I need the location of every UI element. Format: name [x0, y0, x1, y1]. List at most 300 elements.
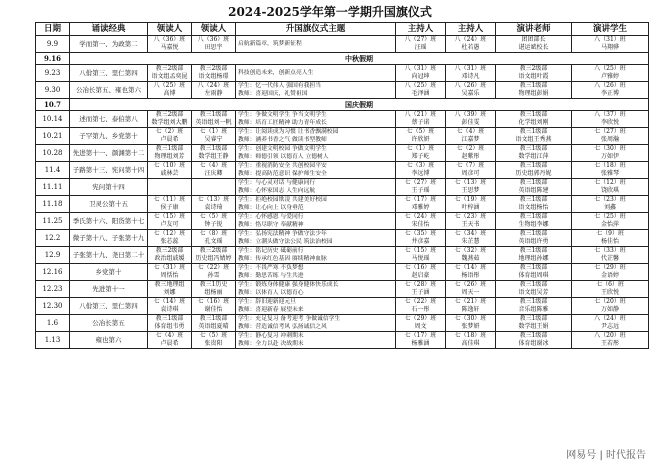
row-teacher-line: 教三1级部: [519, 82, 548, 89]
header-row: [36, 23, 649, 36]
row-classic: 公冶长第五: [70, 315, 148, 332]
row-reader-2: [192, 196, 236, 213]
row-teacher: [496, 162, 572, 179]
row-student: [572, 196, 649, 213]
row-teacher-line: 教三1级部: [519, 281, 548, 288]
row-reader-2-line: 七（8）班: [199, 230, 228, 237]
row-student: [572, 247, 649, 264]
row-date: 12.30: [36, 298, 70, 315]
row-teacher-line: 数学组江萍: [518, 153, 549, 160]
row-classic: 子路第十三、宪问第十四: [70, 162, 148, 179]
row-theme-line: 学生：弘扬宪法精神 争做守法少年: [238, 231, 327, 237]
row-theme-line: 学生：辞旧迎新迎元旦: [238, 299, 296, 305]
header-host-2: 主持人: [446, 23, 496, 36]
row-host-1-line: 七（29）班: [404, 315, 437, 322]
row-reader-2: [192, 264, 236, 281]
row-host-2-line: 杜若愚: [461, 44, 480, 51]
schedule-table: [35, 22, 649, 349]
row-theme-line: 学生：忆一代伟人 强国有我担当: [238, 83, 321, 89]
row-host-2-line: 陈逸轩: [461, 306, 480, 313]
row-host-2-line: 吴嘉乐: [461, 90, 480, 97]
row-teacher: [496, 111, 572, 128]
row-reader-2-line: 袁诗琦: [204, 204, 223, 211]
row-host-1-line: 八（25）班: [404, 82, 437, 89]
row-classic: 八佾第三、里仁第四: [70, 65, 148, 82]
row-reader-2-line: 谢佳怡: [204, 306, 223, 313]
row-host-1-line: 七（15）班: [404, 247, 437, 254]
row-theme-line: 教师：师德引领 以德育人 立德树人: [238, 154, 329, 160]
row-host-1-line: 杨雅涵: [411, 340, 430, 347]
row-teacher-line: 教三1级部: [519, 128, 548, 135]
row-reader-1-line: 戚林芸: [160, 170, 179, 177]
row-host-2-line: 邓诗凡: [461, 73, 480, 80]
row-student-line: 代芷馨: [600, 255, 619, 262]
row-host-1-line: 李远博: [411, 170, 430, 177]
row-student-line: 王欣悦: [600, 289, 619, 296]
row-theme: [236, 213, 396, 230]
table-row: [36, 196, 649, 213]
row-reader-1-line: 刘娜: [163, 289, 176, 296]
row-reader-1: [148, 36, 192, 53]
row-host-2-line: 张梦妍: [461, 323, 480, 330]
table-row: [36, 264, 649, 281]
row-host-2-line: 八（31）班: [454, 65, 487, 72]
row-theme: [236, 332, 396, 349]
row-reader-1: [148, 145, 192, 162]
row-student-line: 尹志远: [600, 323, 619, 330]
row-reader-2: [192, 213, 236, 230]
row-host-2-line: 王天书: [461, 221, 480, 228]
row-theme-line: 科技创造未来，创新点亮人生: [238, 70, 314, 76]
table-row: [36, 179, 649, 196]
row-theme-line: 学生：心怀感恩 与爱同行: [238, 214, 304, 220]
row-theme: [236, 230, 396, 247]
row-reader-2: [192, 111, 236, 128]
row-reader-1-line: 七（14）班: [153, 298, 186, 305]
row-host-2: [446, 111, 496, 128]
row-student-line: 刘鑫: [603, 204, 616, 211]
table-row: [36, 230, 649, 247]
row-student-line: 八（24）班: [594, 315, 626, 322]
table-row: [36, 82, 649, 99]
row-theme: [236, 247, 396, 264]
row-theme-line: 学生：让阅读成为习惯 让书香飘满校园: [238, 129, 339, 135]
row-reader-1: [148, 213, 192, 230]
row-reader-1-line: 体育组韦勇: [154, 323, 185, 330]
holiday-row: [36, 53, 649, 65]
row-reader-1-line: 袁诗琪: [160, 306, 179, 313]
table-row: [36, 162, 649, 179]
row-host-2-line: 七（34）班: [454, 230, 487, 237]
row-date: 12.9: [36, 247, 70, 264]
row-teacher-line: 教三1级部: [519, 213, 548, 220]
row-host-1: [396, 315, 446, 332]
row-reader-1-line: 七（2）班: [155, 128, 184, 135]
row-host-1-line: 七（1）班: [406, 145, 435, 152]
row-date: 11.11: [36, 179, 70, 196]
row-reader-2: [192, 82, 236, 99]
row-reader-2-line: 教三1历史: [199, 281, 228, 288]
row-reader-1-line: 马嘉悦: [160, 44, 179, 51]
row-theme-line: 启航新篇章，筑梦新征程: [238, 41, 302, 47]
row-reader-1-line: 教三地理组: [154, 281, 185, 288]
row-classic: 乡党第十: [70, 264, 148, 281]
row-student-line: 七（6）班: [596, 281, 624, 288]
row-teacher-line: 英语组许勇: [518, 238, 549, 245]
row-reader-1-line: 教三2级部: [155, 247, 184, 254]
row-reader-2-line: 孔文瑶: [204, 238, 223, 245]
row-reader-2-line: 教三1级部: [199, 145, 228, 152]
row-reader-1-line: 卢友可: [160, 221, 179, 228]
table-row: [36, 145, 649, 162]
row-reader-2-line: 张贵阳: [204, 340, 223, 347]
row-date: 10.28: [36, 145, 70, 162]
row-student-line: 李欣悦: [600, 119, 619, 126]
row-teacher-line: 教三1级部: [519, 247, 548, 254]
row-reader-1-line: 八（36）班: [153, 36, 186, 43]
row-classic: 述而第七、泰伯第八: [70, 111, 148, 128]
row-host-2-line: 七（19）班: [454, 196, 487, 203]
header-host-1: 主持人: [396, 23, 446, 36]
row-date: 10.7: [36, 99, 70, 111]
row-host-2-line: 七（2）班: [456, 145, 485, 152]
row-host-2: [446, 145, 496, 162]
row-host-2: [446, 128, 496, 145]
row-teacher-line: 教三1级部: [519, 162, 548, 169]
row-host-1-line: 宋佳怡: [411, 221, 430, 228]
row-host-2-line: 王思梦: [461, 187, 480, 194]
row-date: 11.25: [36, 213, 70, 230]
row-reader-2-line: 数学组王静: [198, 153, 229, 160]
row-student-line: 八（25）班: [594, 65, 626, 72]
table-row: [36, 298, 649, 315]
table-row: [36, 65, 649, 82]
row-teacher-line: 语文组吴芳: [518, 289, 549, 296]
table-row: [36, 281, 649, 298]
header-student: 演讲学生: [572, 23, 649, 36]
row-reader-2: [192, 247, 236, 264]
holiday-row: [36, 99, 649, 111]
row-reader-2: [192, 128, 236, 145]
row-teacher-line: 教三1级部: [519, 111, 548, 118]
row-student: [572, 332, 649, 349]
row-reader-2: [192, 162, 236, 179]
row-student-line: 马翔骅: [600, 44, 619, 51]
row-reader-2-line: 教三2级部: [199, 65, 228, 72]
row-host-2-line: 八（39）班: [454, 111, 487, 118]
row-host-2-line: 七（30）班: [454, 315, 487, 322]
holiday-banner: 中秋假期: [70, 53, 649, 65]
row-reader-1-line: 七（15）班: [153, 213, 186, 220]
row-reader-1-line: 七（10）班: [153, 162, 186, 169]
row-host-1-line: 汪瑶: [414, 44, 427, 51]
row-theme-line: 学生：争做文明学生 争当文明学生: [238, 112, 327, 118]
holiday-banner: 国庆假期: [70, 99, 649, 111]
row-date: 10.14: [36, 111, 70, 128]
row-host-2: [446, 247, 496, 264]
row-teacher-line: 教三2级部: [519, 65, 548, 72]
row-theme-line: 教师：恪尽职守 奉献精神: [238, 222, 304, 228]
row-teacher-line: 体育组周琪: [518, 272, 549, 279]
row-host-2: [446, 230, 496, 247]
row-student: [572, 315, 649, 332]
row-student: [572, 128, 649, 145]
row-host-2-line: 八（24）班: [454, 36, 487, 43]
row-reader-2-line: 七（16）班: [197, 298, 230, 305]
row-reader-1-line: 高博: [163, 90, 176, 97]
row-classic: 子张第十九、尧曰第二十: [70, 247, 148, 264]
row-student-line: 金语婷: [600, 272, 619, 279]
row-theme-line: 学生：创建文明校园 争做文明学生: [238, 146, 327, 152]
row-host-1-line: 七（27）班: [404, 179, 437, 186]
row-reader-2: [192, 298, 236, 315]
row-reader-1: [148, 128, 192, 145]
row-host-2: [446, 264, 496, 281]
row-student-line: 七（18）班: [594, 162, 626, 169]
row-date: 11.18: [36, 196, 70, 213]
row-host-1-line: 七（3）班: [406, 162, 435, 169]
row-teacher: [496, 264, 572, 281]
row-host-2-line: 七（14）班: [454, 264, 487, 271]
row-host-1: [396, 111, 446, 128]
row-teacher-line: 教三1级部: [519, 315, 548, 322]
row-reader-1: [148, 264, 192, 281]
row-teacher-line: 团团部长: [521, 36, 546, 43]
row-reader-1-line: 卢晨希: [160, 136, 179, 143]
table-row: [36, 247, 649, 264]
row-date: 9.9: [36, 36, 70, 53]
row-student: [572, 230, 649, 247]
row-teacher-line: 数学组王娟: [518, 323, 549, 330]
row-theme-line: 学生：铭记历史 砥砺前行: [238, 248, 304, 254]
row-host-1: [396, 298, 446, 315]
row-student-line: 张周瀚: [600, 136, 619, 143]
row-student-line: 七（27）班: [594, 128, 626, 135]
row-reader-2: [192, 315, 236, 332]
row-student: [572, 36, 649, 53]
row-host-2-line: 魏燕茹: [461, 255, 480, 262]
row-student-line: 七（25）班: [594, 213, 626, 220]
row-reader-2: [192, 145, 236, 162]
row-reader-1: [148, 281, 192, 298]
row-reader-2-line: 教三2级部: [199, 247, 228, 254]
row-reader-2-line: 七（5）班: [199, 213, 228, 220]
row-classic: 微子第十八、子张第十九: [70, 230, 148, 247]
row-date: 12.16: [36, 264, 70, 281]
row-date: 9.16: [36, 53, 70, 65]
row-teacher: [496, 281, 572, 298]
row-host-2: [446, 281, 496, 298]
row-reader-1-line: 周恬怡: [160, 272, 179, 279]
row-host-2: [446, 332, 496, 349]
row-student: [572, 111, 649, 128]
row-host-1: [396, 162, 446, 179]
row-student: [572, 213, 649, 230]
row-teacher-line: 生物组李娜: [518, 221, 549, 228]
row-classic: 季氏第十六、阳货第十七: [70, 213, 148, 230]
row-teacher: [496, 230, 572, 247]
row-reader-2-line: 吴睿宁: [204, 136, 223, 143]
row-host-1: [396, 128, 446, 145]
row-reader-2-line: 语文组杨璟: [198, 73, 229, 80]
row-student-line: 八（31）班: [594, 36, 626, 43]
row-classic: 先进第十一: [70, 281, 148, 298]
row-date: 1.13: [36, 332, 70, 349]
row-reader-2-line: 七（5）班: [199, 332, 228, 339]
row-host-2: [446, 213, 496, 230]
row-reader-1: [148, 179, 192, 196]
row-theme: [236, 196, 396, 213]
row-host-1-line: 王子瑶: [411, 187, 430, 194]
row-theme: [236, 111, 396, 128]
row-classic: 公冶长第五、雍也第六: [70, 82, 148, 99]
row-reader-2-line: 组杨丽: [204, 289, 223, 296]
table-row: [36, 128, 649, 145]
row-teacher-line: 体育组谢冰: [518, 340, 549, 347]
row-teacher-line: 教三1级部: [519, 196, 548, 203]
row-reader-1-line: 教三1级部: [155, 145, 184, 152]
row-teacher: [496, 82, 572, 99]
row-host-1: [396, 264, 446, 281]
row-host-1-line: 七（28）班: [404, 281, 437, 288]
row-reader-1: [148, 332, 192, 349]
row-host-1-line: 八（27）班: [404, 36, 437, 43]
header-theme: 升国旗仪式主题: [236, 23, 396, 36]
row-reader-1-line: 侯子康: [160, 204, 179, 211]
row-reader-1-line: 七（12）班: [153, 230, 186, 237]
row-host-1-line: 八（21）班: [404, 111, 437, 118]
row-host-1-line: 七（22）班: [404, 298, 437, 305]
row-reader-2: [192, 179, 236, 196]
row-teacher: [496, 128, 572, 145]
page-title: 2024-2025学年第一学期升国旗仪式: [228, 5, 432, 19]
row-theme: [236, 162, 396, 179]
row-theme-line: 学生：不畏严寒 不负梦想: [238, 265, 304, 271]
row-host-2-line: 七（18）班: [454, 332, 487, 339]
header-reader-2: 领读人: [192, 23, 236, 36]
row-teacher: [496, 36, 572, 53]
row-theme: [236, 128, 396, 145]
row-reader-1: [148, 65, 192, 82]
row-reader-1: [148, 247, 192, 264]
row-teacher-line: 教三1级部: [519, 298, 548, 305]
row-host-2-line: 周天一: [461, 289, 480, 296]
row-reader-2-line: 汪庆卿: [204, 170, 223, 177]
row-reader-2: [192, 36, 236, 53]
row-date: 1.6: [36, 315, 70, 332]
row-reader-1: [148, 111, 192, 128]
row-host-2: [446, 196, 496, 213]
row-theme-line: 学生：静心复习 冲刺期末: [238, 333, 304, 339]
row-theme-line: 教师：喜迎新春 展望未来: [238, 307, 304, 313]
row-host-2: [446, 65, 496, 82]
row-teacher-line: 语文组王秀燕: [515, 136, 552, 143]
row-host-1: [396, 213, 446, 230]
row-host-2-line: 七（7）班: [456, 162, 485, 169]
row-teacher: [496, 196, 572, 213]
row-theme-line: 学生：拒绝校园欺凌 共建美好校园: [238, 197, 327, 203]
row-host-1-line: 王子涵: [411, 289, 430, 296]
row-host-1-line: 蔡子诺: [411, 119, 430, 126]
row-classic: 宪问第十四: [70, 179, 148, 196]
row-classic: 雍也第六: [70, 332, 148, 349]
row-host-2-line: 七（23）班: [454, 213, 487, 220]
row-host-1-line: 八（31）班: [404, 65, 437, 72]
row-reader-1: [148, 298, 192, 315]
row-classic: 先进第十一、颜渊第十二: [70, 145, 148, 162]
row-theme-line: 学生：充足复习 备考迎考 争做诚信学生: [238, 316, 341, 322]
row-reader-1-line: 语文组孟奕昆: [151, 73, 188, 80]
row-student-line: 七（30）班: [594, 145, 626, 152]
row-host-1: [396, 65, 446, 82]
header-classic: 诵读经典: [70, 23, 148, 36]
row-student-line: 八（20）班: [594, 332, 626, 339]
row-theme: [236, 36, 396, 53]
row-teacher-line: 音乐组陈雅: [518, 306, 549, 313]
row-theme: [236, 298, 396, 315]
row-host-2-line: 赵紫彤: [461, 153, 480, 160]
row-student-line: 七（20）班: [594, 298, 626, 305]
row-host-1-line: 七（17）班: [404, 196, 437, 203]
row-host-2-line: 七（32）班: [454, 247, 487, 254]
row-host-1-line: 周文: [414, 323, 427, 330]
row-classic: 卫灵公第十五: [70, 196, 148, 213]
header-date: 日期: [36, 23, 70, 36]
row-student: [572, 65, 649, 82]
row-theme: [236, 179, 396, 196]
row-host-1-line: 七（35）班: [404, 230, 437, 237]
row-reader-2-line: 英语组刘一帆: [195, 119, 232, 126]
row-teacher-line: 物理组彭娟: [518, 90, 549, 97]
row-theme-line: 教师：提高防范意识 保护师生安全: [238, 171, 327, 177]
row-host-1: [396, 179, 446, 196]
row-reader-2: [192, 65, 236, 82]
row-host-2-line: 七（26）班: [454, 281, 487, 288]
row-reader-2: [192, 230, 236, 247]
row-teacher: [496, 298, 572, 315]
row-host-2-line: 江嘉梦: [461, 136, 480, 143]
row-host-2-line: 八（26）班: [454, 82, 487, 89]
row-theme-line: 教师：传承红色基因 赓续精神血脉: [238, 256, 327, 262]
row-theme-line: 学生：锻炼身体健康 强身健体快乐成长: [238, 282, 339, 288]
row-theme: [236, 82, 396, 99]
row-host-2: [446, 179, 496, 196]
row-host-2-line: 七（13）班: [454, 179, 487, 186]
row-reader-2-line: 左雨静: [204, 90, 223, 97]
row-date: 11.4: [36, 162, 70, 179]
row-student-line: 七（23）班: [594, 196, 626, 203]
row-host-1: [396, 247, 446, 264]
row-student-line: 李正博: [600, 90, 619, 97]
row-reader-2-line: 教三1级部: [199, 315, 228, 322]
row-reader-1-line: 教三2级部: [155, 111, 184, 118]
row-theme-line: 教师：勤思苦练 与生共进: [238, 273, 304, 279]
row-reader-2-line: 七（1）班: [199, 128, 228, 135]
row-teacher-line: 教三1级部: [519, 230, 548, 237]
row-host-2-line: 杨语彤: [461, 272, 480, 279]
row-reader-2-line: 七（22）班: [197, 264, 230, 271]
row-theme-line: 教师：培育工匠精神 助力青年成长: [238, 120, 327, 126]
row-student-line: 七（9）班: [596, 230, 624, 237]
row-student-line: 万如静: [600, 306, 619, 313]
row-student: [572, 298, 649, 315]
row-reader-1: [148, 162, 192, 179]
row-teacher-line: 谌运斌校长: [518, 44, 549, 51]
table-row: [36, 213, 649, 230]
row-teacher-line: 语文组杨怡: [518, 204, 549, 211]
row-host-1-line: 七（5）班: [406, 128, 435, 135]
row-teacher-line: 教三1级部: [519, 332, 548, 339]
